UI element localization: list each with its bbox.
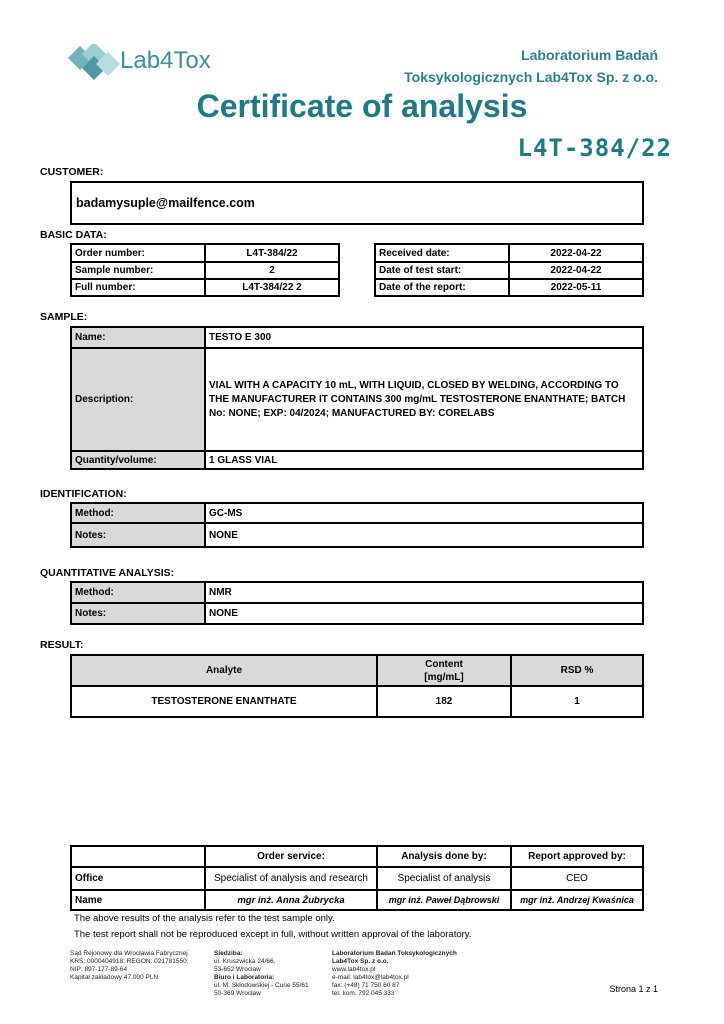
result-col-rsd: RSD %	[511, 655, 643, 686]
footer-registry	[70, 950, 189, 982]
page-number: Strona 1 z 1	[609, 984, 658, 994]
footer-col3-line: tel. kom. 792 045 333	[332, 990, 395, 997]
result-col-content	[377, 655, 511, 686]
quantitative-notes-label: Notes:	[71, 603, 205, 624]
result-col-content-line1: Content	[425, 658, 463, 670]
quantitative-method-label: Method:	[71, 582, 205, 603]
office-label: Office	[71, 867, 205, 890]
sample-description-value: VIAL WITH A CAPACITY 10 mL, WITH LIQUID, CLOSED BY WELDING, ACCORDING TO THE MANUFACTURER IT CONTAINS 300 mg/mL TESTOSTERONE ENANTHATE; BATCH No: NONE; EXP: 04/2024; MANUFACTURED BY: CORELABS	[205, 348, 643, 451]
identification-label: IDENTIFICATION:	[40, 488, 127, 500]
result-col-content-line2: [mg/mL]	[424, 671, 464, 683]
footer-col3-line: fax: (+48) 71 750 60 87	[332, 982, 400, 989]
footer-col2-line: Siedziba:	[214, 950, 243, 957]
certificate-number: L4T-384/22	[517, 134, 672, 162]
identification-notes-value: NONE	[205, 523, 643, 547]
col-order-service: Order service:	[205, 846, 377, 867]
quantitative-label: QUANTITATIVE ANALYSIS:	[40, 567, 175, 579]
footer-col1-line: Kapitał zakładowy 47.000 PLN	[70, 974, 159, 981]
sample-description-label: Description:	[71, 348, 205, 451]
table-row	[71, 686, 643, 717]
result-rsd-value: 1	[511, 686, 643, 717]
report-date-value: 2022-05-11	[509, 279, 643, 296]
full-number-value: L4T-384/22 2	[205, 279, 339, 296]
quantitative-notes-value: NONE	[205, 603, 643, 624]
footer-col2-line: Biuro i Laboratoria:	[214, 974, 275, 981]
result-content-value: 182	[377, 686, 511, 717]
name-order: mgr inż. Anna Żubrycka	[205, 890, 377, 910]
identification-method-value: GC-MS	[205, 503, 643, 523]
sample-label: SAMPLE:	[40, 311, 88, 323]
identification-notes-label: Notes:	[71, 523, 205, 547]
footer-col2-line: ul. Kruszwicka 24/66,	[214, 958, 276, 965]
footer-col3-line: e-mail: lab4tox@lab4tox.pl	[332, 974, 409, 981]
sample-number-label: Sample number:	[71, 262, 205, 279]
footer-col3-line: www.lab4tox.pl	[332, 966, 376, 973]
office-analysis: Specialist of analysis	[377, 867, 511, 890]
signatures-table	[70, 845, 644, 911]
footer-address	[214, 950, 309, 998]
footer-col2-line: ul. M. Skłodowskiej - Curie 55/61	[214, 982, 309, 989]
office-order: Specialist of analysis and research	[205, 867, 377, 890]
footer-contact	[332, 950, 457, 998]
full-number-label: Full number:	[71, 279, 205, 296]
signatures-empty-cell	[71, 846, 205, 867]
col-analysis-done: Analysis done by:	[377, 846, 511, 867]
result-analyte-value: TESTOSTERONE ENANTHATE	[71, 686, 377, 717]
sample-number-value: 2	[205, 262, 339, 279]
result-table	[70, 654, 644, 718]
test-start-value: 2022-04-22	[509, 262, 643, 279]
test-start-label: Date of test start:	[375, 262, 509, 279]
basic-data-left-table	[70, 243, 340, 297]
received-date-label: Received date:	[375, 244, 509, 262]
footer-col1-line: Sąd Rejonowy dla Wrocławia Fabrycznej	[70, 950, 188, 957]
result-label: RESULT:	[40, 639, 84, 651]
lab-name-line1: Laboratorium Badań	[521, 47, 658, 63]
note-line-1: The above results of the analysis refer to the test sample only.	[74, 913, 335, 924]
basic-data-label: BASIC DATA:	[40, 229, 107, 241]
footer-col1-line: NIP: 897-177-89-64	[70, 966, 128, 973]
order-number-label: Order number:	[71, 244, 205, 262]
footer-col1-line: KRS: 0000404918; REGON: 021781550;	[70, 958, 189, 965]
logo-text: Lab4Tox	[120, 47, 211, 74]
name-analysis: mgr inż. Paweł Dąbrowski	[377, 890, 511, 910]
received-date-value: 2022-04-22	[509, 244, 643, 262]
identification-table	[70, 502, 644, 548]
report-date-label: Date of the report:	[375, 279, 509, 296]
footer-col3-line: Laboratorium Badań Toksykologicznych	[332, 950, 457, 957]
name-label: Name	[71, 890, 205, 910]
sample-name-label: Name:	[71, 327, 205, 348]
footer-col2-line: 50-369 Wrocław	[214, 990, 261, 997]
order-number-value: L4T-384/22	[205, 244, 339, 262]
basic-data-right-table	[374, 243, 644, 297]
sample-table	[70, 326, 644, 470]
office-report: CEO	[511, 867, 643, 890]
customer-value: badamysuple@mailfence.com	[70, 181, 644, 225]
quantitative-method-value: NMR	[205, 582, 643, 603]
result-col-analyte: Analyte	[71, 655, 377, 686]
footer-col3-line: Lab4Tox Sp. z o.o.	[332, 958, 389, 965]
col-report-approved: Report approved by:	[511, 846, 643, 867]
note-line-2: The test report shall not be reproduced except in full, without written approval of the laboratory.	[74, 929, 472, 940]
sample-quantity-label: Quantity/volume:	[71, 451, 205, 469]
quantitative-table	[70, 581, 644, 625]
page-title: Certificate of analysis	[196, 88, 528, 124]
customer-label: CUSTOMER:	[40, 166, 104, 178]
lab-name-line2: Toksykologicznych Lab4Tox Sp. z o.o.	[404, 69, 658, 85]
sample-quantity-value: 1 GLASS VIAL	[205, 451, 643, 469]
identification-method-label: Method:	[71, 503, 205, 523]
name-report: mgr inż. Andrzej Kwaśnica	[511, 890, 643, 910]
footer-col2-line: 53-652 Wrocław	[214, 966, 261, 973]
lab-name	[404, 44, 658, 88]
sample-name-value: TESTO E 300	[205, 327, 643, 348]
